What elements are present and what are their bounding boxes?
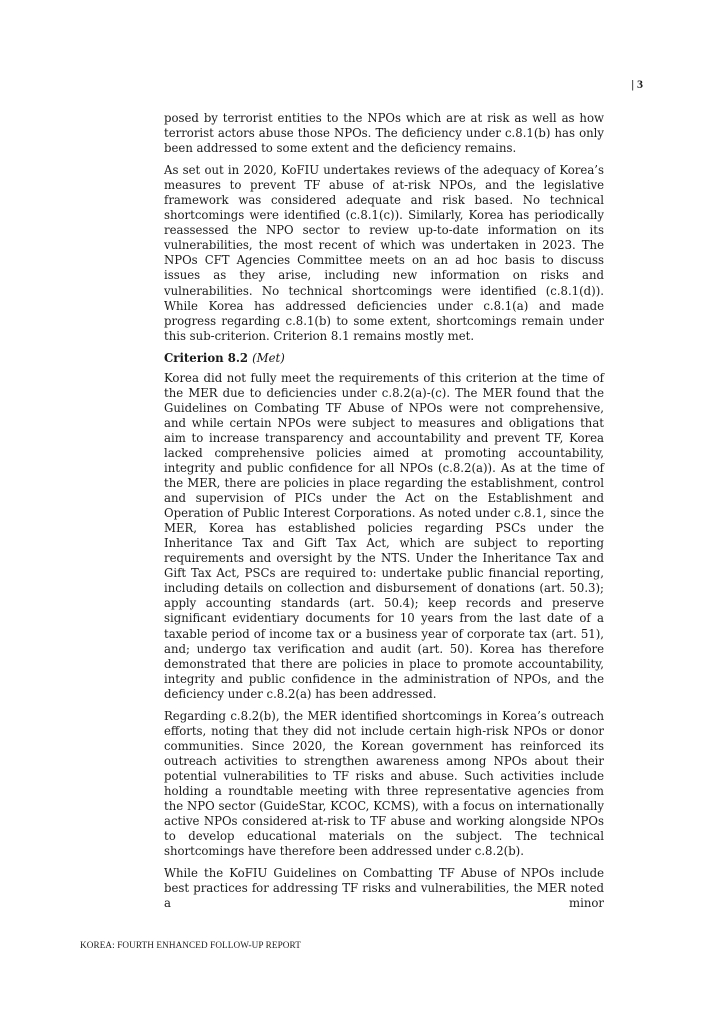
paragraph: While the KoFIU Guidelines on Combatting TF Abuse of NPOs include best practices for addressing TF risks and vulnerabilities, the MER noted a minor xyxy=(164,866,604,911)
paragraph: As set out in 2020, KoFIU undertakes reviews of the adequacy of Korea’s measures to prevent TF abuse of at-risk NPOs, and the legislative framework was considered adequate and risk based. No technical shortcomings were identified (c.8.1(c)). Similarly, Korea has periodically reassessed the NPO sector to review up-to-date information on its vulnerabilities, the most recent of which was undertaken in 2023. The NPOs CFT Agencies Committee meets on an ad hoc basis to discuss issues as they arise, including new information on risks and vulnerabilities. No technical shortcomings were identified (c.8.1(d)). While Korea has addressed deficiencies under c.8.1(a) and made progress regarding c.8.1(b) to some extent, shortcomings remain under this sub-criterion. Criterion 8.1 remains mostly met. xyxy=(164,163,604,343)
paragraph: Regarding c.8.2(b), the MER identified shortcomings in Korea’s outreach efforts, noting that they did not include certain high-risk NPOs or donor communities. Since 2020, the Korean government has reinforced its outreach activities to strengthen awareness among NPOs about their potential vulnerabilities to TF risks and abuse. Such activities include holding a roundtable meeting with three representative agencies from the NPO sector (GuideStar, KCOC, KCMS), with a focus on internationally active NPOs considered at-risk to TF abuse and working alongside NPOs to develop educational materials on the subject. The technical shortcomings have therefore been addressed under c.8.2(b). xyxy=(164,708,604,859)
paragraph: Korea did not fully meet the requirements of this criterion at the time of the MER due to deficiencies under c.8.2(a)-(c). The MER found that the Guidelines on Combating TF Abuse of NPOs were not comprehensive, and while certain NPOs were subject to measures and obligations that aim to increase transparency and accountability and prevent TF, Korea lacked comprehensive policies aimed at promoting accountability, integrity and public confidence for all NPOs (c.8.2(a)). As at the time of the MER, there are policies in place regarding the establishment, control and supervision of PICs under the Act on the Establishment and Operation of Public Interest Corporations. As noted under c.8.1, since the MER, Korea has established policies regarding PSCs under the Inheritance Tax and Gift Tax Act, which are subject to reporting requirements and oversight by the NTS. Under the Inheritance Tax and Gift Tax Act, PSCs are required to: undertake public financial reporting, including details on collection and disbursement of donations (art. 50.3); apply accounting standards (art. 50.4); keep records and preserve significant evidentiary documents for 10 years from the last date of a taxable period of income tax or a business year of corporate tax (art. 51), and; undergo tax verification and audit (art. 50). Korea has therefore demonstrated that there are policies in place to promote accountability, integrity and public confidence in the administration of NPOs, and the deficiency under c.8.2(a) has been addressed. xyxy=(164,370,604,701)
paragraph: posed by terrorist entities to the NPOs which are at risk as well as how terrorist actors abuse those NPOs. The deficiency under c.8.1(b) has only been addressed to some extent and the deficiency remains. xyxy=(164,111,604,156)
criterion-rating: (Met) xyxy=(252,350,285,365)
page-number: | 3 xyxy=(631,77,643,91)
footer-report-title: KOREA: FOURTH ENHANCED FOLLOW-UP REPORT xyxy=(80,940,301,950)
report-body xyxy=(164,111,604,918)
criterion-heading xyxy=(164,351,604,366)
criterion-title: Criterion 8.2 xyxy=(164,350,253,365)
